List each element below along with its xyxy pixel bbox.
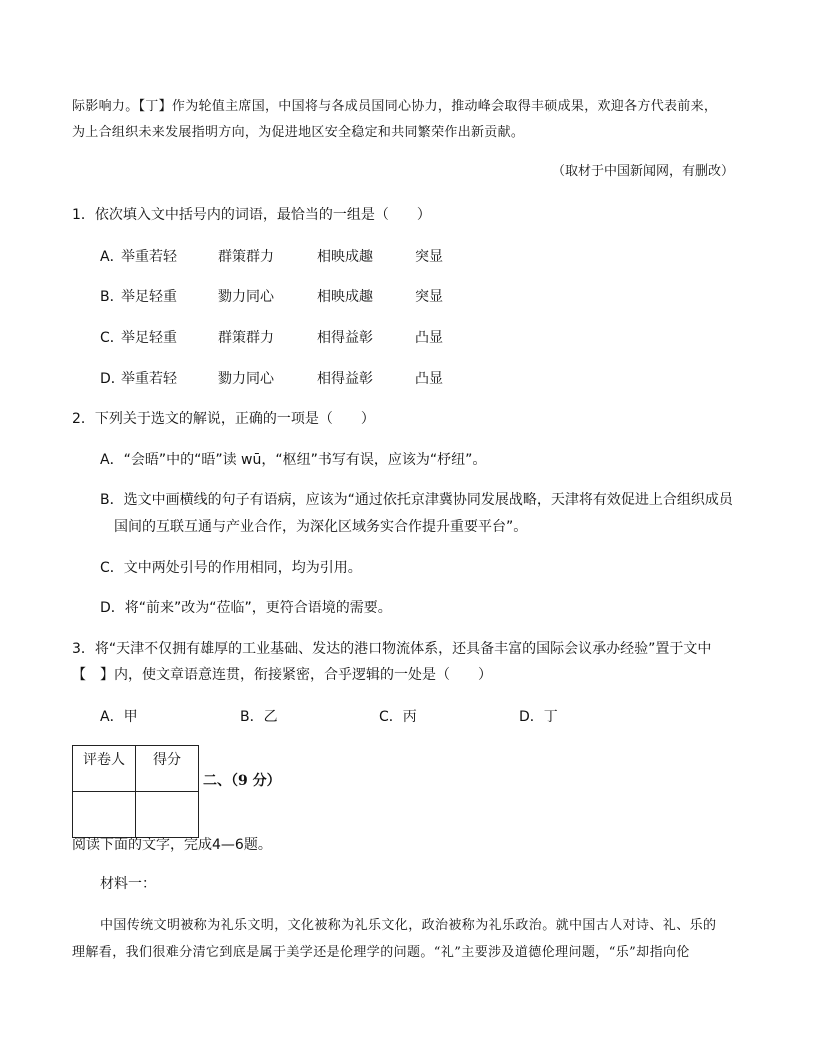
option-row <box>100 557 362 577</box>
option-word: 勠力同心 <box>218 289 274 305</box>
question-stem: 1．依次填入文中括号内的词语，最恰当的一组是（ ） <box>72 207 431 223</box>
option-label: B． <box>100 289 124 305</box>
reviewer-header: 评卷人 <box>73 746 136 792</box>
option-row <box>100 489 733 509</box>
option-word: 凸显 <box>415 330 443 346</box>
option-word: 相得益彰 <box>317 371 373 387</box>
option-word: 举足轻重 <box>121 330 177 346</box>
option-choice: B．乙 <box>240 709 278 725</box>
option-label: A． <box>100 249 124 265</box>
question-stem-continued: 【 】内，使文章语意连贯，衔接紧密，合乎逻辑的一处是（ ） <box>72 667 492 683</box>
option-word: 举重若轻 <box>121 371 177 387</box>
option-choice: A．甲 <box>100 709 138 725</box>
option-text: 将“前来”改为“莅临”，更符合语境的需要。 <box>124 600 392 616</box>
question-stem: 3．将“天津不仅拥有雄厚的工业基础、发达的港口物流体系，还具备丰富的国际会议承办经验”置于文中 <box>72 641 712 657</box>
option-label: C． <box>100 560 124 576</box>
option-word: 突显 <box>415 249 443 265</box>
section-title: 二、（9 分） <box>203 773 281 789</box>
option-word: 举重若轻 <box>121 249 177 265</box>
option-choice: C．丙 <box>379 709 417 725</box>
score-table <box>72 745 199 838</box>
option-text: 文中两处引号的作用相同，均为引用。 <box>123 560 362 576</box>
passage-line: 际影响力。【丁】作为轮值主席国，中国将与各成员国同心协力，推动峰会取得丰硕成果，欢迎各方代表前来， <box>72 99 718 114</box>
option-word: 群策群力 <box>218 330 274 346</box>
score-cell[interactable] <box>136 792 199 838</box>
score-header: 得分 <box>136 746 199 792</box>
option-word: 群策群力 <box>218 249 274 265</box>
option-row <box>100 449 486 469</box>
option-word: 相得益彰 <box>317 330 373 346</box>
material-line: 中国传统文明被称为礼乐文明，文化被称为礼乐文化，政治被称为礼乐政治。就中国古人对诗、礼、乐的 <box>100 918 717 933</box>
passage-line: 为上合组织未来发展指明方向，为促进地区安全稳定和共同繁荣作出新贡献。 <box>72 125 525 140</box>
material-heading: 材料一： <box>100 876 156 892</box>
option-label: D． <box>100 371 125 387</box>
option-label: B． <box>100 492 124 508</box>
option-word: 举足轻重 <box>121 289 177 305</box>
option-text: 选文中画横线的句子有语病，应该为“通过依托京津冀协同发展战略，天津将有效促进上合组织成员 <box>123 492 733 508</box>
option-choice: D．丁 <box>519 709 558 725</box>
option-word: 凸显 <box>415 371 443 387</box>
source-note: （取材于中国新闻网，有删改） <box>551 164 734 179</box>
option-word: 相映成趣 <box>317 249 373 265</box>
reviewer-cell[interactable] <box>73 792 136 838</box>
option-label: C． <box>100 330 124 346</box>
option-word: 勠力同心 <box>218 371 274 387</box>
option-row <box>100 597 392 617</box>
option-label: D． <box>100 600 125 616</box>
question-stem: 2．下列关于选文的解说，正确的一项是（ ） <box>72 411 375 427</box>
option-word: 相映成趣 <box>317 289 373 305</box>
option-word: 突显 <box>415 289 443 305</box>
material-line: 理解看，我们很难分清它到底是属于美学还是伦理学的问题。“礼”主要涉及道德伦理问题，“乐”却指向伦 <box>72 945 690 960</box>
option-label: A． <box>100 452 124 468</box>
option-text-continued: 国间的互联互通与产业合作，为深化区域务实合作提升重要平台”。 <box>114 519 528 535</box>
instruction: 阅读下面的文字，完成4—6题。 <box>72 837 272 853</box>
option-text: “会晤”中的“晤”读 wū，“枢纽”书写有误，应该为“杼纽”。 <box>123 452 487 468</box>
